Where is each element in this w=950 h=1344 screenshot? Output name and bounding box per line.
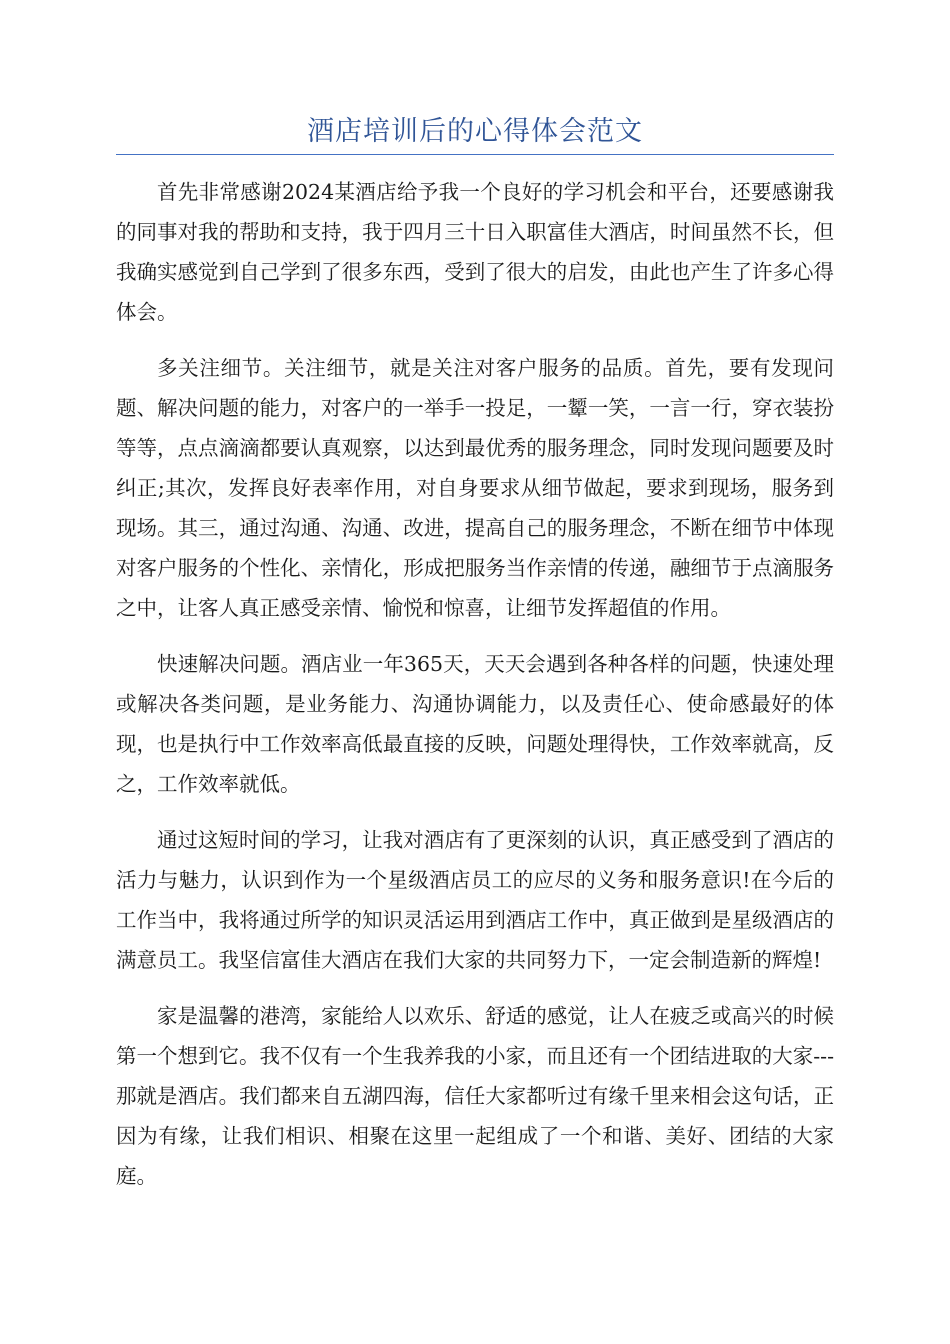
paragraph-4: 通过这短时间的学习，让我对酒店有了更深刻的认识，真正感受到了酒店的活力与魅力，认识到作为一个星级酒店员工的应尽的义务和服务意识!在今后的工作当中，我将通过所学的知识灵活运用到酒店工作中，真正做到是星级酒店的满意员工。我坚信富佳大酒店在我们大家的共同努力下，一定会制造新的辉煌! (116, 828, 834, 972)
paragraph-1: 首先非常感谢2024某酒店给予我一个良好的学习机会和平台，还要感谢我的同事对我的帮助和支持，我于四月三十日入职富佳大酒店，时间虽然不长，但我确实感觉到自己学到了很多东西，受到了很大的启发，由此也产生了许多心得体会。 (116, 180, 834, 324)
title-underline (116, 154, 834, 155)
paragraph-2: 多关注细节。关注细节，就是关注对客户服务的品质。首先，要有发现问题、解决问题的能力，对客户的一举手一投足，一颦一笑，一言一行，穿衣装扮等等，点点滴滴都要认真观察，以达到最优秀的服务理念，同时发现问题要及时纠正;其次，发挥良好表率作用，对自身要求从细节做起，要求到现场，服务到现场。其三，通过沟通、沟通、改进，提高自己的服务理念，不断在细节中体现对客户服务的个性化、亲情化，形成把服务当作亲情的传递，融细节于点滴服务之中，让客人真正感受亲情、愉悦和惊喜，让细节发挥超值的作用。 (116, 356, 834, 620)
document-title: 酒店培训后的心得体会范文 (307, 116, 643, 147)
paragraph-3: 快速解决问题。酒店业一年365天，天天会遇到各种各样的问题，快速处理或解决各类问题，是业务能力、沟通协调能力，以及责任心、使命感最好的体现，也是执行中工作效率高低最直接的反映，问题处理得快，工作效率就高，反之，工作效率就低。 (116, 652, 834, 796)
paragraph-5: 家是温馨的港湾，家能给人以欢乐、舒适的感觉，让人在疲乏或高兴的时候第一个想到它。我不仅有一个生我养我的小家，而且还有一个团结进取的大家---那就是酒店。我们都来自五湖四海，信任大家都听过有缘千里来相会这句话，正因为有缘，让我们相识、相聚在这里一起组成了一个和谐、美好、团结的大家庭。 (116, 1004, 834, 1188)
document-body (116, 172, 834, 1212)
